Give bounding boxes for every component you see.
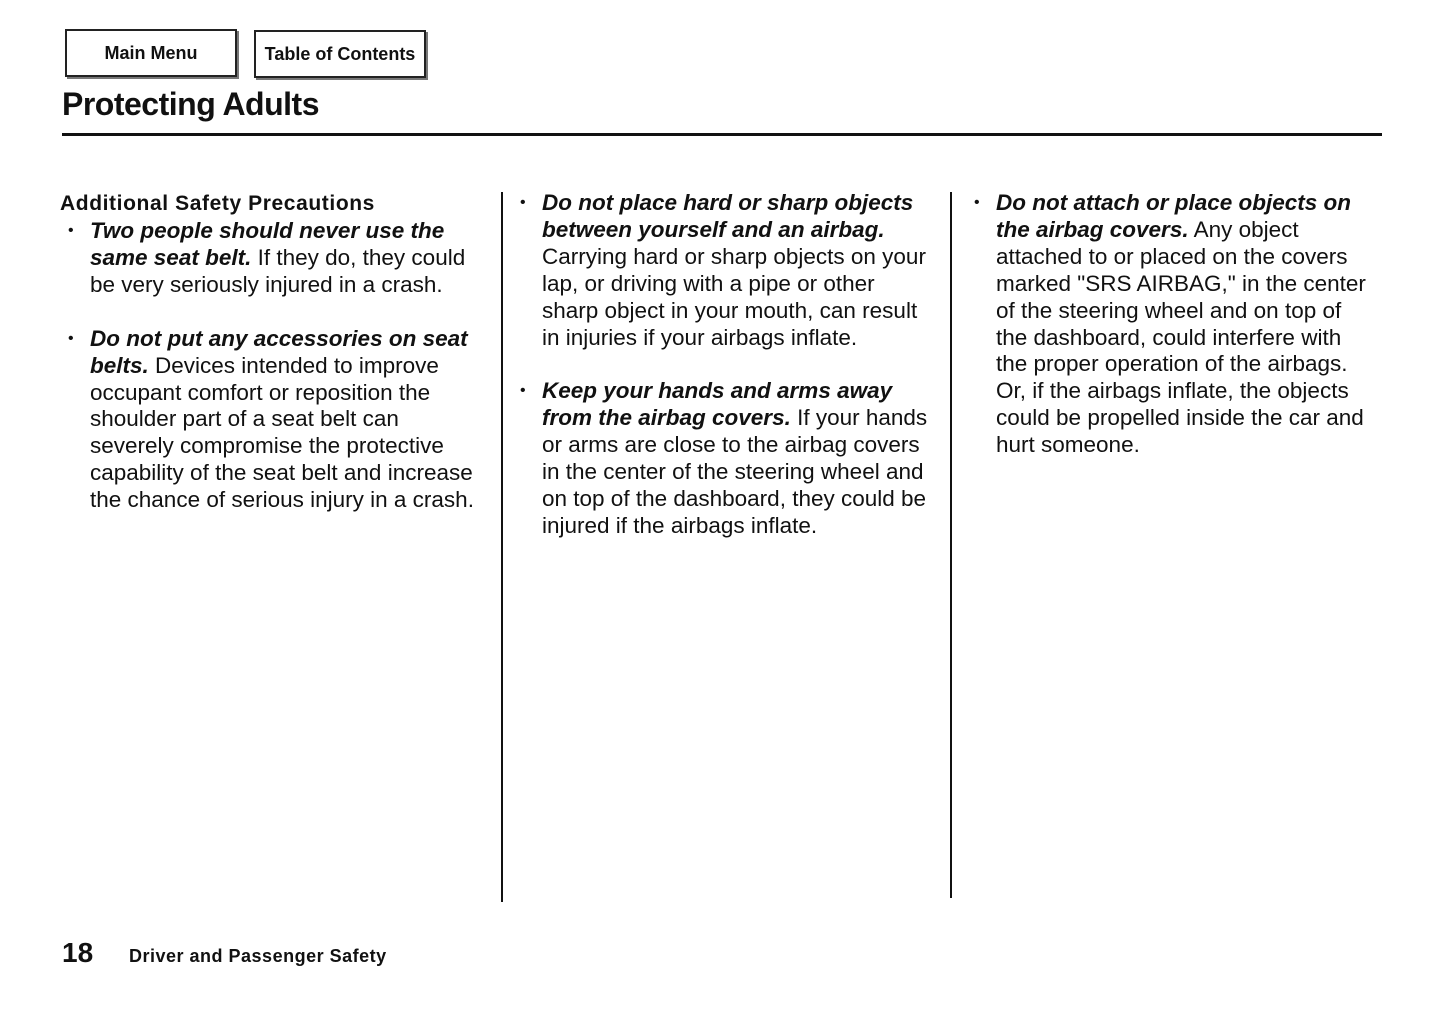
item-lead: Do not attach or place objects on the airbag covers.	[996, 190, 1352, 242]
item-body: If they do, they could be very seriously injured in a crash.	[90, 244, 466, 297]
item-lead: Do not place hard or sharp objects between yourself and an airbag.	[542, 190, 914, 242]
footer-section-title: Driver and Passenger Safety	[129, 946, 387, 966]
item-lead: Do not put any accessories on seat belts.	[90, 325, 468, 378]
title-divider	[62, 133, 1382, 136]
list-item	[520, 378, 934, 539]
bullet-icon: •	[974, 194, 980, 211]
page-number: 18	[62, 937, 94, 968]
list-item	[68, 218, 482, 299]
item-lead: Keep your hands and arms away from the airbag covers.	[542, 378, 893, 431]
bullet-icon: •	[520, 194, 526, 211]
column-3	[974, 190, 1371, 486]
item-body: Any object attached to or placed on the covers marked "SRS AIRBAG," in the center of the steering wheel and on top of the dashboard, could interfere with the proper operation of the airbags. Or, if the airbags inflate, the objects could be propelled inside the car and hurt someone.	[996, 216, 1366, 458]
item-body: Devices intended to improve occupant comfort or reposition the shoulder part of a seat belt can severely compromise the protective capability of the seat belt and increase the chance of serious injury in a crash.	[90, 352, 474, 513]
item-body: Carrying hard or sharp objects on your lap, or driving with a pipe or other sharp object in your mouth, can result in injuries if your airbags inflate.	[542, 243, 926, 350]
page-title: Protecting Adults	[62, 86, 319, 122]
section-heading: Additional Safety Precautions	[60, 192, 375, 215]
bullet-icon: •	[68, 222, 74, 239]
column-divider	[950, 192, 952, 898]
main-menu-button[interactable]: Main Menu	[65, 29, 237, 77]
item-lead: Two people should never use the same seat belt.	[90, 218, 445, 270]
list-item	[520, 190, 934, 351]
table-of-contents-button[interactable]: Table of Contents	[254, 30, 426, 78]
list-item	[974, 190, 1371, 459]
item-body: If your hands or arms are close to the airbag covers in the center of the steering wheel and on top of the dashboard, they could be injured if the airbags inflate.	[542, 405, 928, 538]
column-1	[60, 190, 482, 541]
bullet-icon: •	[520, 382, 526, 400]
column-divider	[501, 192, 503, 902]
list-item	[68, 325, 482, 514]
bullet-icon: •	[68, 329, 74, 347]
column-2	[520, 190, 934, 567]
